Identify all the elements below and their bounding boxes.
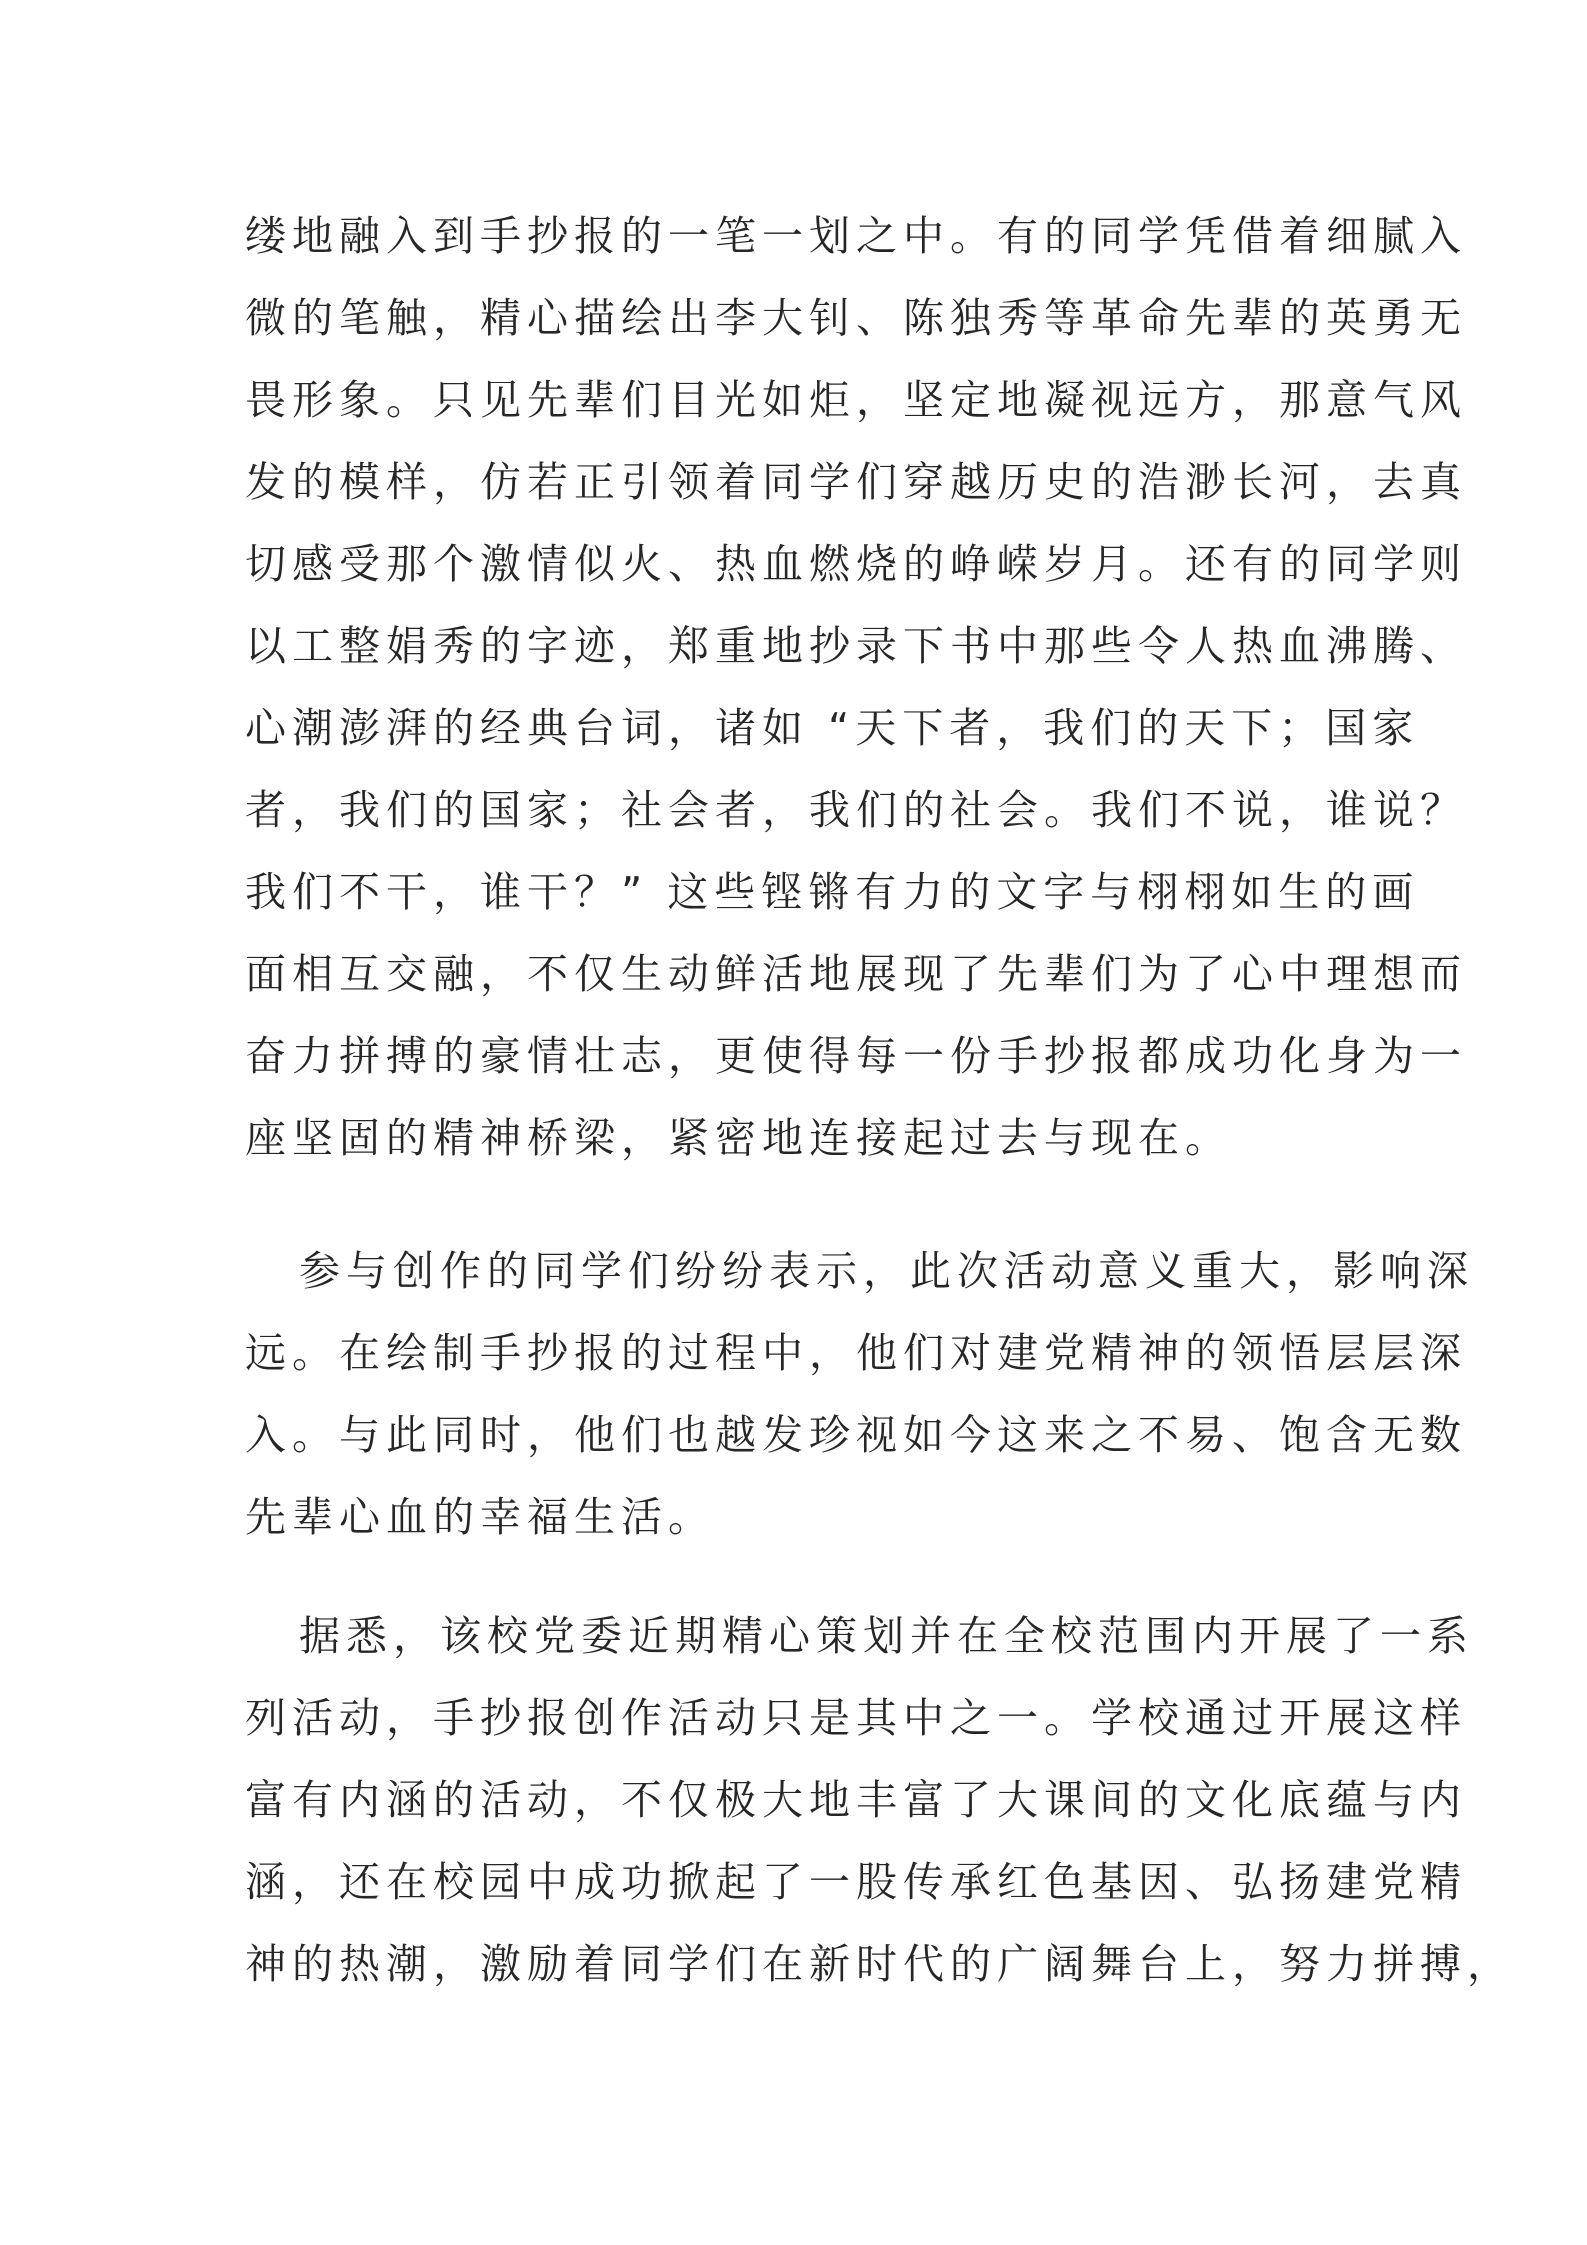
paragraph-line: 据悉，该校党委近期精心策划并在全校范围内开展了一系 [299, 1612, 1474, 1660]
paragraph-line: 缕地融入到手抄报的一笔一划之中。有的同学凭借着细腻入 [245, 212, 1467, 260]
paragraph-line: 参与创作的同学们纷纷表示，此次活动意义重大，影响深 [299, 1247, 1474, 1295]
paragraph-line: 切感受那个激情似火、热血燃烧的峥嵘岁月。还有的同学则 [245, 540, 1467, 588]
paragraph-line: 列活动，手抄报创作活动只是其中之一。学校通过开展这样 [245, 1694, 1467, 1742]
paragraph-line: 者，我们的国家；社会者，我们的社会。我们不说，谁说？ [245, 786, 1467, 834]
paragraph-line: 我们不干，谁干？” 这些铿锵有力的文字与栩栩如生的画 [245, 868, 1420, 916]
paragraph-line: 富有内涵的活动，不仅极大地丰富了大课间的文化底蕴与内 [245, 1776, 1467, 1824]
paragraph-line: 先辈心血的幸福生活。 [245, 1493, 715, 1541]
paragraph-line: 以工整娟秀的字迹，郑重地抄录下书中那些令人热血沸腾、 [245, 622, 1467, 670]
paragraph-continuation [245, 195, 1467, 1179]
paragraph-school-activities [245, 1595, 1514, 2005]
paragraph-line: 座坚固的精神桥梁，紧密地连接起过去与现在。 [245, 1114, 1232, 1162]
paragraph-line: 涵，还在校园中成功掀起了一股传承红色基因、弘扬建党精 [245, 1858, 1467, 1906]
paragraph-line: 心潮澎湃的经典台词，诸如 “天下者，我们的天下；国家 [245, 704, 1420, 752]
paragraph-line: 入。与此同时，他们也越发珍视如今这来之不易、饱含无数 [245, 1411, 1467, 1459]
paragraph-participants [245, 1230, 1474, 1558]
paragraph-line: 发的模样，仿若正引领着同学们穿越历史的浩渺长河，去真 [245, 458, 1467, 506]
paragraph-line: 奋力拼搏的豪情壮志，更使得每一份手抄报都成功化身为一 [245, 1032, 1467, 1080]
paragraph-line: 远。在绘制手抄报的过程中，他们对建党精神的领悟层层深 [245, 1329, 1467, 1377]
paragraph-line: 畏形象。只见先辈们目光如炬，坚定地凝视远方，那意气风 [245, 376, 1467, 424]
paragraph-line: 微的笔触，精心描绘出李大钊、陈独秀等革命先辈的英勇无 [245, 294, 1467, 342]
paragraph-line: 神的热潮，激励着同学们在新时代的广阔舞台上，努力拼搏， [245, 1940, 1514, 1988]
paragraph-line: 面相互交融，不仅生动鲜活地展现了先辈们为了心中理想而 [245, 950, 1467, 998]
